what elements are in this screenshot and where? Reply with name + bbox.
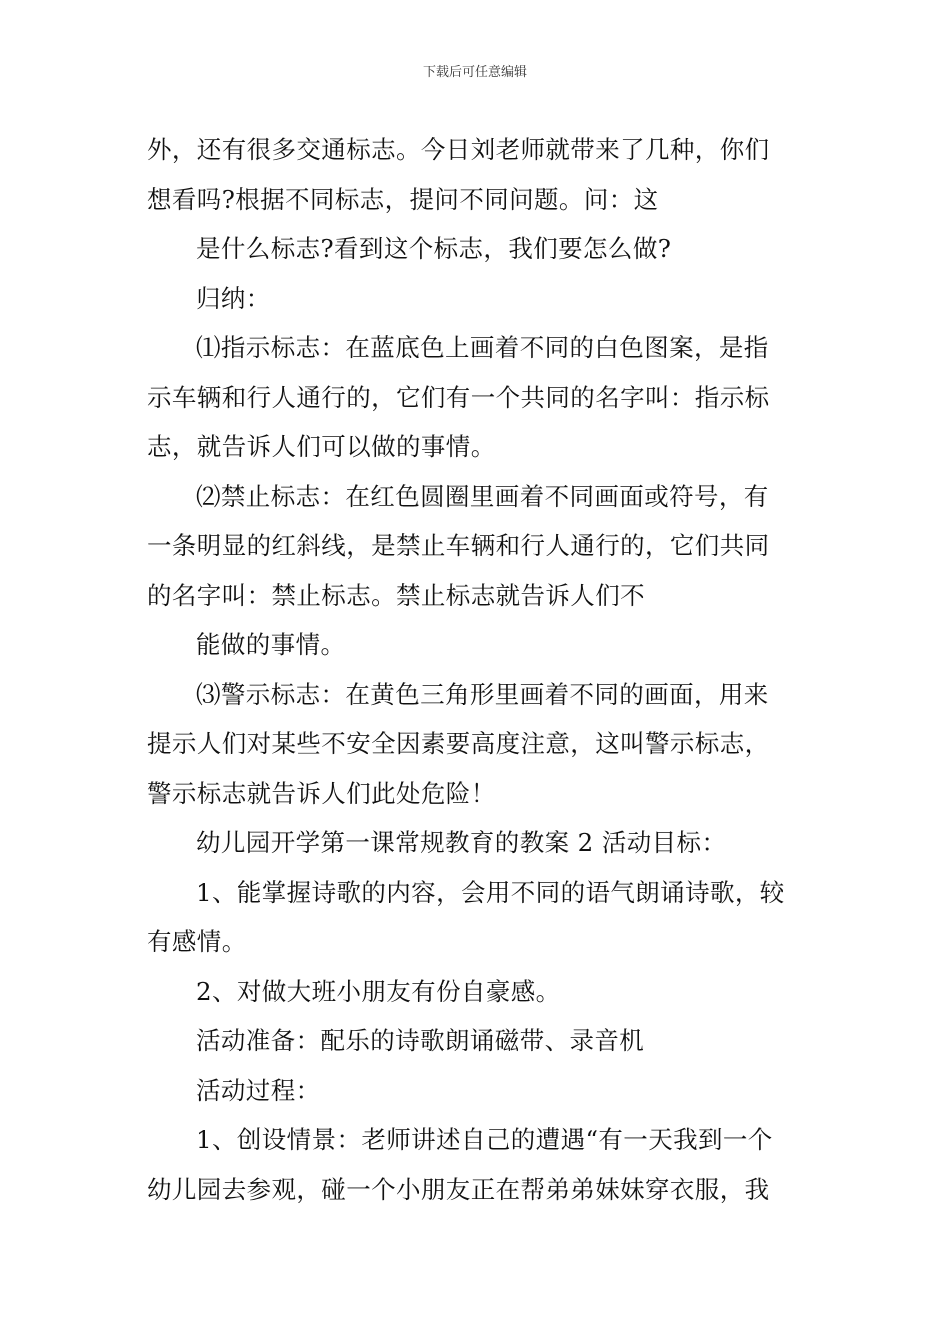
text-line: 有感情。 xyxy=(147,927,247,956)
text-line: 2、对做大班小朋友有份自豪感。 xyxy=(196,976,561,1006)
text-line: 的名字叫：禁止标志。禁止标志就告诉人们不 xyxy=(147,580,645,610)
text-line: 幼儿园开学第一课常规教育的教案 2 活动目标： xyxy=(196,828,727,857)
text-line: ⑴指示标志：在蓝底色上画着不同的白色图案，是指 xyxy=(196,333,769,362)
text-line: 是什么标志?看到这个标志，我们要怎么做? xyxy=(196,234,672,263)
text-line: 提示人们对某些不安全因素要高度注意，这叫警示标志， xyxy=(147,729,770,758)
text-line: 1、能掌握诗歌的内容，会用不同的语气朗诵诗歌，较 xyxy=(196,877,785,907)
text-line: 示车辆和行人通行的，它们有一个共同的名字叫：指示标 xyxy=(147,382,770,412)
text-line: 一条明显的红斜线，是禁止车辆和行人通行的，它们共同 xyxy=(147,531,770,560)
text-line: 想看吗?根据不同标志，提问不同问题。问：这 xyxy=(147,184,659,214)
text-line: 归纳： xyxy=(196,283,271,313)
text-line: 活动准备：配乐的诗歌朗诵磁带、录音机 xyxy=(196,1026,645,1055)
text-line: 志，就告诉人们可以做的事情。 xyxy=(147,432,496,461)
text-line: 警示标志就告诉人们此处危险！ xyxy=(147,778,496,808)
page-header: 下载后可任意编辑 xyxy=(422,65,527,80)
text-line: ⑶警示标志：在黄色三角形里画着不同的画面，用来 xyxy=(196,679,769,709)
text-line: ⑵禁止标志：在红色圆圈里画着不同画面或符号，有 xyxy=(196,481,769,511)
text-line: 幼儿园去参观，碰一个小朋友正在帮弟弟妹妹穿衣服，我 xyxy=(147,1174,770,1204)
document-body xyxy=(147,128,807,1217)
text-line: 外，还有很多交通标志。今日刘老师就带来了几种，你们 xyxy=(147,135,770,164)
text-line: 1、创设情景：老师讲述自己的遭遇“有一天我到一个 xyxy=(196,1125,773,1154)
text-line: 能做的事情。 xyxy=(196,630,346,659)
text-line: 活动过程： xyxy=(196,1075,321,1105)
